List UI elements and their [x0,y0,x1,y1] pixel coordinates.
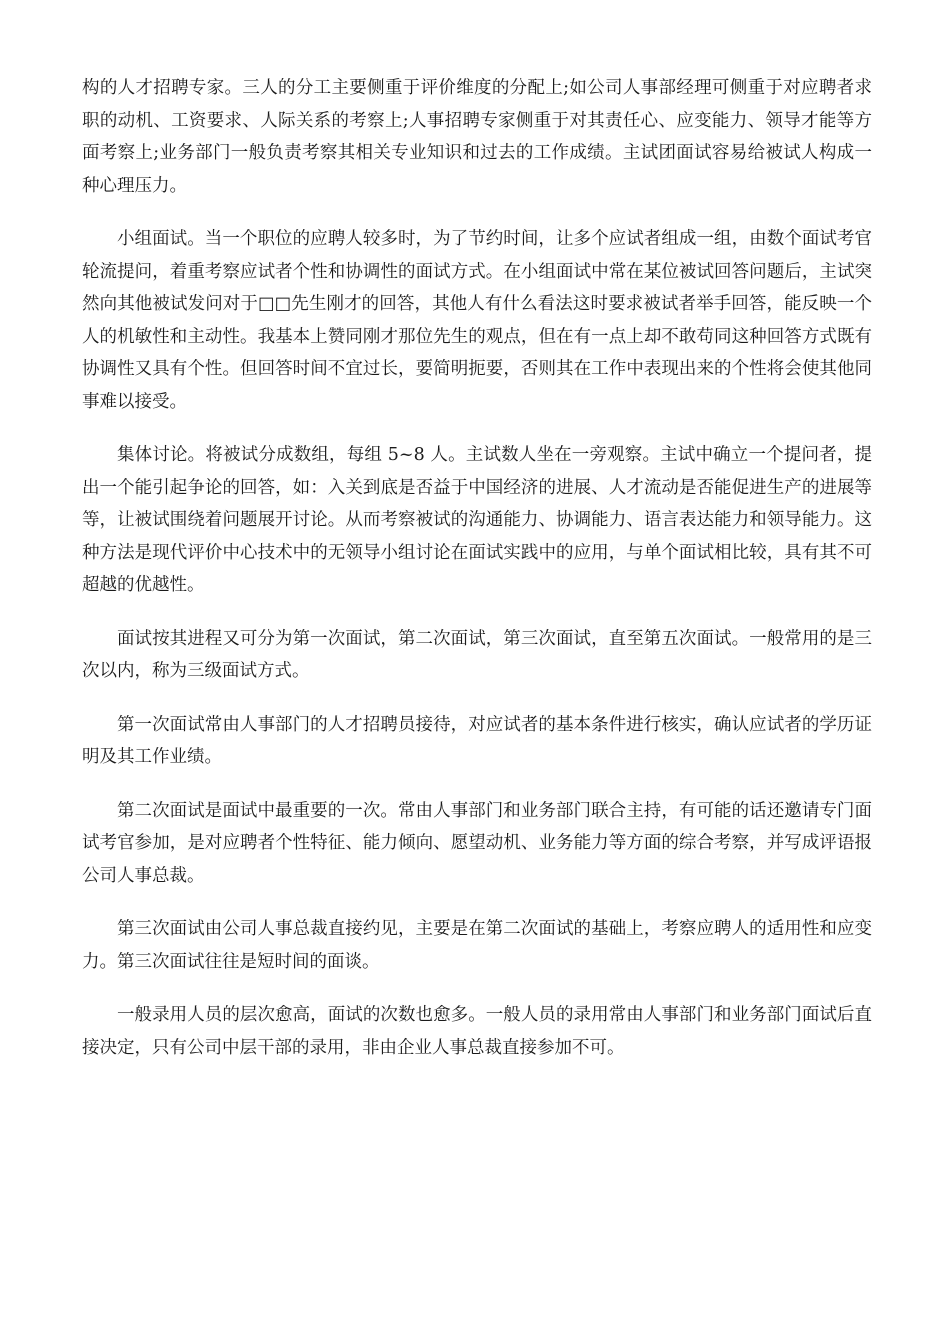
paragraph-group-interview: 小组面试。当一个职位的应聘人较多时，为了节约时间，让多个应试者组成一组，由数个面试考官轮流提问，着重考察应试者个性和协调性的面试方式。在小组面试中常在某位被试回答问题后，主试突然向其他被试发问对于□□先生刚才的回答，其他人有什么看法这时要求被试者举手回答，能反映一个人的机敏性和主动性。我基本上赞同刚才那位先生的观点，但在有一点上却不敢苟同这种回答方式既有协调性又具有个性。但回答时间不宜过长，要简明扼要，否则其在工作中表现出来的个性将会使其他同事难以接受。 [82,229,872,412]
paragraph-collective-discussion: 集体讨论。将被试分成数组，每组 5~8 人。主试数人坐在一旁观察。主试中确立一个提问者，提出一个能引起争论的回答，如：入关到底是否益于中国经济的进展、人才流动是否能促进生产的进展等等，让被试围绕着问题展开讨论。从而考察被试的沟通能力、协调能力、语言表达能力和领导能力。这种方法是现代评价中心技术中的无领导小组讨论在面试实践中的应用，与单个面试相比较，具有其不可超越的优越性。 [82,445,872,595]
paragraph-second-interview: 第二次面试是面试中最重要的一次。常由人事部门和业务部门联合主持，有可能的话还邀请专门面试考官参加，是对应聘者个性特征、能力倾向、愿望动机、业务能力等方面的综合考察，并写成评语报公司人事总裁。 [82,800,872,886]
paragraph-hiring-level: 一般录用人员的层次愈高，面试的次数也愈多。一般人员的录用常由人事部门和业务部门面试后直接决定，只有公司中层干部的录用，非由企业人事总裁直接参加不可。 [82,1005,872,1058]
paragraph-first-interview: 第一次面试常由人事部门的人才招聘员接待，对应试者的基本条件进行核实，确认应试者的学历证明及其工作业绩。 [82,714,872,767]
paragraph-third-interview: 第三次面试由公司人事总裁直接约见，主要是在第二次面试的基础上，考察应聘人的适用性和应变力。第三次面试往往是短时间的面谈。 [82,919,872,972]
paragraph-interview-stages: 面试按其进程又可分为第一次面试，第二次面试，第三次面试，直至第五次面试。一般常用的是三次以内，称为三级面试方式。 [82,628,872,681]
document-body [82,72,872,1085]
paragraph-panel-interview-continued: 构的人才招聘专家。三人的分工主要侧重于评价维度的分配上;如公司人事部经理可侧重于对应聘者求职的动机、工资要求、人际关系的考察上;人事招聘专家侧重于对其责任心、应变能力、领导才能等方面考察上;业务部门一般负责考察其相关专业知识和过去的工作成绩。主试团面试容易给被试人构成一种心理压力。 [82,78,872,196]
